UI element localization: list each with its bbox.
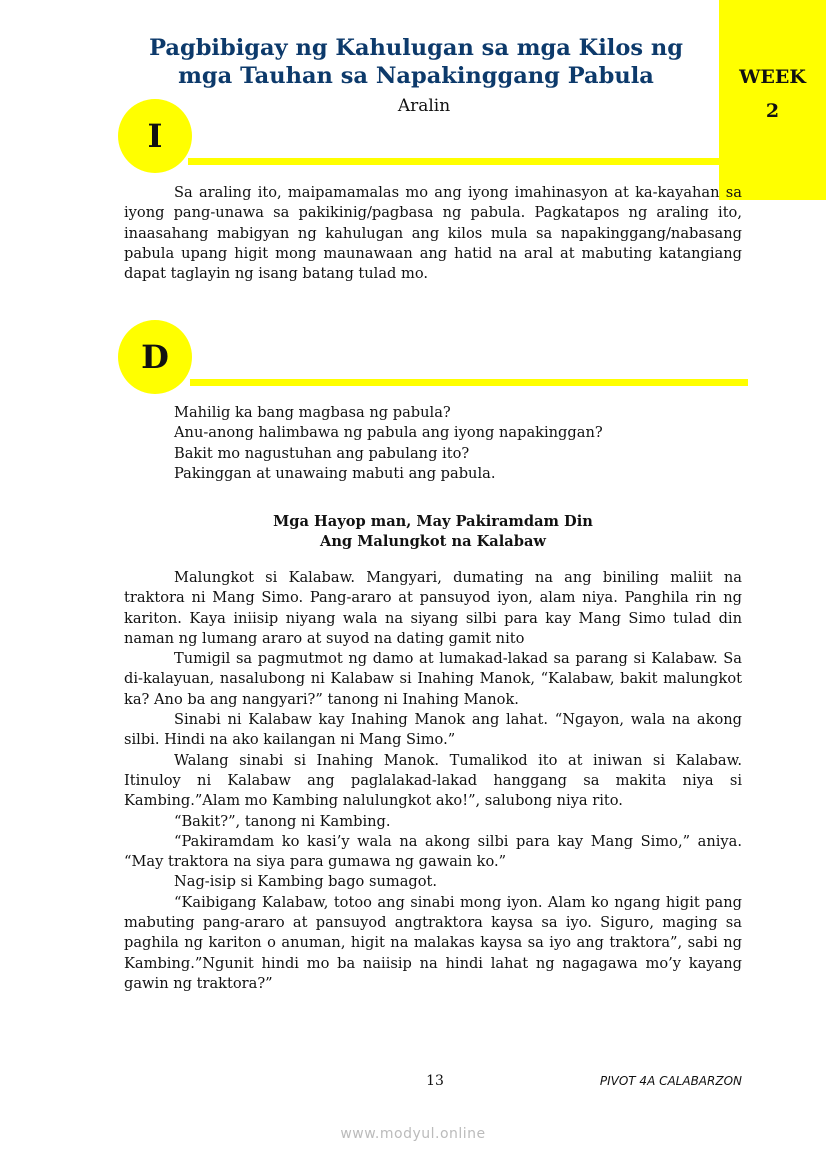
- story-title-line1: Mga Hayop man, May Pakiramdam Din: [273, 513, 593, 530]
- story-paragraph: Malungkot si Kalabaw. Mangyari, dumating na ang biniling maliit na traktora ni Mang Simo. Pang-araro at pansuyod iyon, alam niya. Panghila rin ng kariton. Kaya iniisip niyang wala na siyang silbi para kay Mang Simo tulad din naman ng lumang araro at suyod na dating gamit nito: [124, 569, 742, 647]
- question: Pakinggan at unawaing mabuti ang pabula.: [174, 464, 496, 482]
- lesson-title: [120, 34, 712, 90]
- story-title-line2: Ang Malungkot na Kalabaw: [320, 533, 546, 550]
- section-i-divider: [188, 158, 719, 165]
- question: Anu-anong halimbawa ng pabula ang iyong napakinggan?: [174, 424, 603, 442]
- story-paragraph: Sinabi ni Kalabaw kay Inahing Manok ang lahat. “Ngayon, wala na akong silbi. Hindi na ako kailangan ni Mang Simo.”: [124, 711, 742, 749]
- lesson-subtitle: Aralin: [397, 96, 451, 116]
- week-number: 2: [765, 100, 780, 122]
- story-paragraph: “Kaibigang Kalabaw, totoo ang sinabi mong iyon. Alam ko ngang higit pang mabuting pang-araro at pansuyod angtraktora kaysa sa iyo. Siguro, maging sa paghila ng kariton o anuman, higit na malakas kaysa sa iyo ang traktora”, sabi ng Kambing.”Ngunit hindi mo ba naiisip na hindi lahat ng nagagawa mo’y kayang gawin ng traktora?”: [124, 893, 742, 992]
- section-i-marker: I: [118, 99, 192, 173]
- story-paragraph: “Bakit?”, tanong ni Kambing.: [174, 812, 391, 830]
- lesson-title-line1: Pagbibigay ng Kahulugan sa mga Kilos ng: [149, 35, 683, 61]
- section-i-paragraph: [124, 183, 742, 284]
- section-d-divider: [190, 379, 748, 386]
- lesson-title-line2: mga Tauhan sa Napakinggang Pabula: [178, 63, 654, 89]
- section-d-marker: D: [118, 320, 192, 394]
- week-label: WEEK: [739, 66, 806, 88]
- page-number: 13: [426, 1073, 444, 1089]
- question: Mahilig ka bang magbasa ng pabula?: [174, 404, 451, 421]
- watermark: www.modyul.online: [340, 1126, 486, 1142]
- story-title: [124, 512, 742, 552]
- story-paragraph: Tumigil sa pagmutmot ng damo at lumakad-lakad sa parang si Kalabaw. Sa di-kalayuan, nasalubong ni Kalabaw si Inahing Manok, “Kalabaw, bakit malungkot ka? Ano ba ang nangyari?” tanong ni Inahing Manok.: [124, 650, 742, 708]
- series-label: PIVOT 4A CALABARZON: [599, 1074, 742, 1088]
- week-badge: [719, 0, 826, 200]
- story-paragraph: Walang sinabi si Inahing Manok. Tumalikod ito at iniwan si Kalabaw. Itinuloy ni Kalabaw ang paglalakad-lakad hanggang sa makita niya si Kambing.”Alam mo Kambing nalulungkot ako!”, salubong niya rito.: [124, 751, 742, 810]
- section-d-questions: [124, 403, 742, 484]
- story-body: [124, 568, 742, 994]
- intro-text: Sa araling ito, maipamamalas mo ang iyong imahinasyon at ka-kayahan sa iyong pang-unawa sa pakikinig/pagbasa ng pabula. Pagkatapos ng araling ito, inaasahang mabigyan ng kahulugan ang kilos mula sa napakinggang/nabasang pabula upang higit mong maunawaan ang hatid na aral at mabuting katangiang dapat taglayin ng isang batang tulad mo.: [124, 184, 742, 283]
- story-paragraph: “Pakiramdam ko kasi’y wala na akong silbi para kay Mang Simo,” aniya. “May traktora na siya para gumawa ng gawain ko.”: [124, 832, 742, 871]
- question: Bakit mo nagustuhan ang pabulang ito?: [174, 444, 470, 462]
- story-paragraph: Nag-isip si Kambing bago sumagot.: [174, 873, 438, 891]
